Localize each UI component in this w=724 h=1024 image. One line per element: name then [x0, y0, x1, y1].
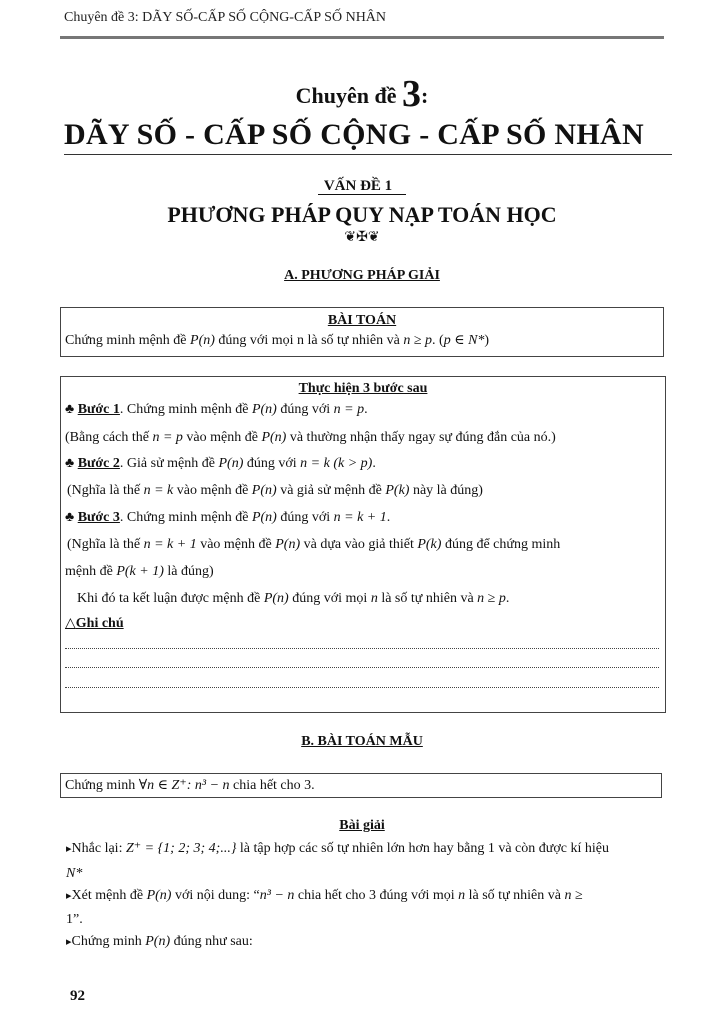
- text: .: [386, 510, 391, 525]
- step-3-note: [67, 537, 560, 553]
- math: P(n): [145, 934, 171, 949]
- text: Chứng minh mệnh đề: [65, 333, 191, 348]
- text: (Bằng cách thế: [65, 430, 153, 445]
- text: (Nghĩa là thế: [67, 537, 144, 552]
- steps-heading: Thực hiện 3 bước sau: [298, 381, 428, 396]
- text: đúng để chứng minh: [441, 537, 561, 552]
- example-box: [60, 773, 662, 798]
- math: P(n): [218, 456, 244, 471]
- text: với nội dung: “: [171, 888, 260, 903]
- text: Chứng minh: [65, 778, 139, 793]
- club-icon: ♣: [65, 510, 75, 525]
- text: vào mệnh đề: [173, 483, 252, 498]
- math: n = k + 1: [143, 537, 197, 552]
- text: . Chứng minh mệnh đề: [119, 510, 252, 525]
- math: n ≥ p: [477, 591, 506, 606]
- chapter-label: [0, 72, 724, 116]
- math: ∀n ∈ Z⁺: n³ − n: [138, 778, 230, 793]
- club-icon: ♣: [65, 402, 75, 417]
- math: n = k: [143, 483, 174, 498]
- problem-box: [60, 307, 664, 357]
- math: n: [370, 591, 378, 606]
- text: đúng với: [276, 402, 334, 417]
- step-3: [65, 510, 390, 526]
- chapter-label-text: Chuyên đề: [295, 83, 403, 108]
- text: đúng với: [243, 456, 301, 471]
- example-statement: [65, 777, 315, 794]
- text: Nhắc lại:: [71, 841, 126, 856]
- text: .: [505, 591, 510, 606]
- note-dotted-line: [65, 666, 659, 668]
- triangle-bullet-icon: ▸: [66, 890, 72, 902]
- text: là số tự nhiên và: [377, 591, 478, 606]
- section-a-heading: A. PHƯƠNG PHÁP GIẢI: [284, 268, 440, 283]
- text: là số tự nhiên và: [465, 888, 565, 903]
- text: đúng với mọi n là số tự nhiên và: [214, 333, 404, 348]
- step-2: [65, 456, 376, 472]
- step-label: Bước 2: [77, 456, 120, 471]
- math: n: [458, 888, 466, 903]
- text: Chứng minh: [71, 934, 146, 949]
- text: chia hết cho 3 đúng với mọi: [294, 888, 459, 903]
- problem-heading: BÀI TOÁN: [327, 313, 397, 328]
- text: . Giả sử mệnh đề: [119, 456, 219, 471]
- text: . (: [432, 333, 444, 348]
- math: Z⁺ = {1; 2; 3; 4;...}: [125, 841, 237, 856]
- issue-title: PHƯƠNG PHÁP QUY NẠP TOÁN HỌC: [167, 202, 557, 227]
- text: vào mệnh đề: [182, 430, 262, 445]
- text: đúng với: [276, 510, 334, 525]
- text: .: [372, 456, 376, 471]
- text: đúng như sau:: [170, 934, 253, 949]
- note-dotted-line: [65, 647, 659, 649]
- header-rule: [60, 36, 664, 39]
- math: P(n): [275, 537, 301, 552]
- math: n ≥: [564, 888, 583, 903]
- text: Xét mệnh đề: [71, 888, 147, 903]
- steps-box: [60, 376, 666, 713]
- club-icon: ♣: [65, 456, 75, 471]
- chapter-number: 3: [402, 73, 422, 115]
- text: . Chứng minh mệnh đề: [119, 402, 252, 417]
- solution-heading: Bài giải: [339, 818, 385, 833]
- text: .: [364, 402, 368, 417]
- chapter-colon: :: [421, 83, 429, 108]
- page-number: 92: [70, 988, 85, 1004]
- math: n ≥ p: [403, 333, 433, 348]
- text: là tập hợp các số tự nhiên lớn hơn hay bằng 1 và còn được kí hiệu: [236, 841, 609, 856]
- math: P(n): [263, 591, 289, 606]
- text: Khi đó ta kết luận được mệnh đề: [77, 591, 264, 606]
- triangle-bullet-icon: ▸: [66, 936, 72, 948]
- note-dotted-line: [65, 686, 659, 688]
- solution-point-1: [66, 840, 609, 857]
- text: này là đúng): [409, 483, 483, 498]
- text: và giả sử mệnh đề: [276, 483, 386, 498]
- step-label: Bước 3: [77, 510, 120, 525]
- text: chia hết cho 3.: [229, 778, 315, 793]
- step-1: [65, 402, 368, 418]
- math: P(n): [251, 510, 277, 525]
- math: P(k + 1): [116, 564, 164, 579]
- note-heading: [65, 615, 124, 632]
- text: và dựa vào giả thiết: [300, 537, 418, 552]
- warning-triangle-icon: △: [65, 616, 76, 631]
- running-header: Chuyên đề 3: DÃY SỐ-CẤP SỐ CỘNG-CẤP SỐ NHÂN: [64, 10, 387, 25]
- math: p ∈ N*: [443, 333, 485, 348]
- chapter-title: DÃY SỐ - CẤP SỐ CỘNG - CẤP SỐ NHÂN: [64, 118, 672, 155]
- math: N*: [66, 866, 83, 881]
- step-1-note: [65, 430, 556, 446]
- text: (Nghĩa là thế: [67, 483, 144, 498]
- issue-label: [0, 178, 724, 195]
- text: ): [484, 333, 490, 348]
- section-b-heading: B. BÀI TOÁN MẪU: [301, 734, 423, 749]
- math: P(n): [251, 483, 277, 498]
- math: n³ − n: [259, 888, 295, 903]
- issue-label-text: VẤN ĐỀ 1: [318, 178, 406, 195]
- math: n = p: [333, 402, 365, 417]
- math: P(k): [385, 483, 410, 498]
- step-3-note-cont: [65, 564, 214, 580]
- text: và thường nhận thấy ngay sự đúng đắn của nó.): [286, 430, 556, 445]
- math: n = k (k > p): [300, 456, 373, 471]
- solution-point-3: [66, 934, 253, 950]
- note-label: Ghi chú: [75, 616, 124, 631]
- math: P(n): [261, 430, 287, 445]
- step-label: Bước 1: [77, 402, 120, 417]
- math: P(n): [146, 888, 172, 903]
- solution-point-2-cont: 1”.: [66, 912, 83, 927]
- math: n = p: [152, 430, 183, 445]
- solution-point-1-cont: [66, 866, 82, 882]
- text: mệnh đề: [65, 564, 117, 579]
- text: vào mệnh đề: [196, 537, 276, 552]
- math: P(n): [190, 333, 215, 348]
- math: n = k + 1: [333, 510, 387, 525]
- ornament-icon: ❦✠❦: [344, 230, 380, 245]
- conclusion: [77, 591, 509, 607]
- triangle-bullet-icon: ▸: [66, 843, 72, 855]
- text: là đúng): [163, 564, 214, 579]
- step-2-note: [67, 483, 483, 499]
- text: đúng với mọi: [288, 591, 371, 606]
- problem-statement: [65, 332, 489, 349]
- math: P(k): [417, 537, 442, 552]
- math: P(n): [251, 402, 277, 417]
- solution-point-2: [66, 888, 583, 904]
